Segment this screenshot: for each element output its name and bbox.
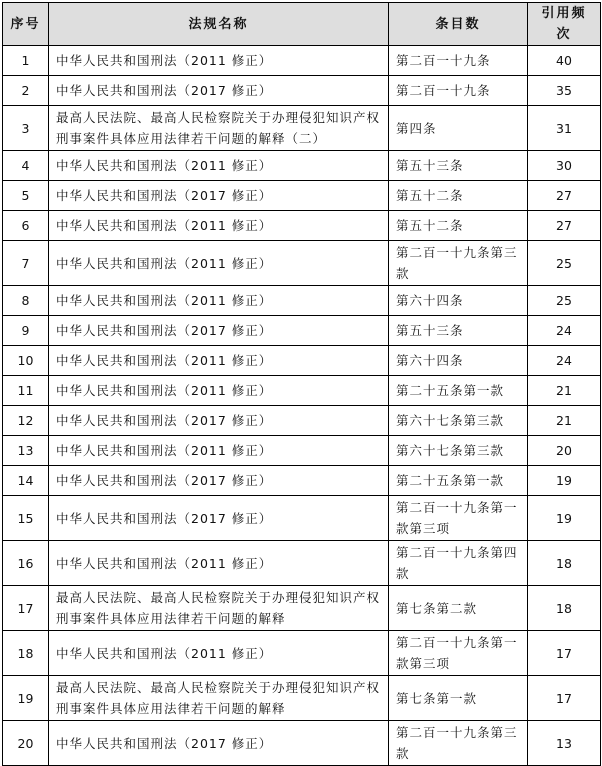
citation-frequency: 24	[528, 316, 601, 346]
article-number: 第五十二条	[389, 181, 528, 211]
table-row	[3, 436, 601, 466]
table-row	[3, 586, 601, 631]
row-number: 8	[3, 286, 49, 316]
citation-frequency: 21	[528, 406, 601, 436]
regulation-name: 中华人民共和国刑法（2011 修正）	[49, 241, 389, 286]
row-number: 13	[3, 436, 49, 466]
table-row	[3, 316, 601, 346]
article-number: 第六十四条	[389, 286, 528, 316]
article-number: 第二百一十九条第一款第三项	[389, 496, 528, 541]
article-number: 第七条第一款	[389, 676, 528, 721]
regulation-name: 最高人民法院、最高人民检察院关于办理侵犯知识产权刑事案件具体应用法律若干问题的解释（二）	[49, 106, 389, 151]
table-row	[3, 406, 601, 436]
regulation-name: 中华人民共和国刑法（2011 修正）	[49, 631, 389, 676]
regulation-name: 中华人民共和国刑法（2011 修正）	[49, 376, 389, 406]
row-number: 1	[3, 46, 49, 76]
regulation-name: 中华人民共和国刑法（2017 修正）	[49, 496, 389, 541]
table-row	[3, 496, 601, 541]
row-number: 20	[3, 721, 49, 766]
citation-frequency: 17	[528, 631, 601, 676]
table-row	[3, 106, 601, 151]
row-number: 15	[3, 496, 49, 541]
citation-frequency: 40	[528, 46, 601, 76]
table-row	[3, 376, 601, 406]
table-body	[3, 46, 601, 766]
row-number: 7	[3, 241, 49, 286]
citation-frequency: 18	[528, 541, 601, 586]
regulation-name: 中华人民共和国刑法（2017 修正）	[49, 466, 389, 496]
header-no: 序号	[3, 3, 49, 46]
citation-frequency: 13	[528, 721, 601, 766]
table-row	[3, 211, 601, 241]
regulation-name: 中华人民共和国刑法（2017 修正）	[49, 181, 389, 211]
table-row	[3, 721, 601, 766]
regulation-name: 中华人民共和国刑法（2011 修正）	[49, 46, 389, 76]
regulation-name: 中华人民共和国刑法（2011 修正）	[49, 151, 389, 181]
row-number: 16	[3, 541, 49, 586]
citation-frequency: 27	[528, 181, 601, 211]
table-row	[3, 541, 601, 586]
row-number: 10	[3, 346, 49, 376]
article-number: 第五十三条	[389, 316, 528, 346]
regulation-name: 中华人民共和国刑法（2017 修正）	[49, 406, 389, 436]
article-number: 第二百一十九条第四款	[389, 541, 528, 586]
regulation-name: 中华人民共和国刑法（2011 修正）	[49, 436, 389, 466]
article-number: 第二百一十九条	[389, 76, 528, 106]
regulation-name: 中华人民共和国刑法（2011 修正）	[49, 346, 389, 376]
article-number: 第六十四条	[389, 346, 528, 376]
article-number: 第五十二条	[389, 211, 528, 241]
table-row	[3, 676, 601, 721]
citation-frequency: 18	[528, 586, 601, 631]
citation-frequency: 31	[528, 106, 601, 151]
header-row	[3, 3, 601, 46]
table-row	[3, 76, 601, 106]
regulation-name: 中华人民共和国刑法（2017 修正）	[49, 316, 389, 346]
citation-frequency: 17	[528, 676, 601, 721]
regulation-name: 中华人民共和国刑法（2011 修正）	[49, 286, 389, 316]
citation-frequency: 24	[528, 346, 601, 376]
table-row	[3, 286, 601, 316]
regulation-citation-table	[2, 2, 601, 766]
article-number: 第二百一十九条第三款	[389, 721, 528, 766]
citation-frequency: 25	[528, 286, 601, 316]
row-number: 6	[3, 211, 49, 241]
regulation-name: 最高人民法院、最高人民检察院关于办理侵犯知识产权刑事案件具体应用法律若干问题的解释	[49, 586, 389, 631]
table-row	[3, 631, 601, 676]
regulation-name: 中华人民共和国刑法（2011 修正）	[49, 541, 389, 586]
article-number: 第七条第二款	[389, 586, 528, 631]
row-number: 17	[3, 586, 49, 631]
row-number: 14	[3, 466, 49, 496]
citation-frequency: 35	[528, 76, 601, 106]
table-row	[3, 346, 601, 376]
row-number: 12	[3, 406, 49, 436]
regulation-name: 中华人民共和国刑法（2011 修正）	[49, 211, 389, 241]
row-number: 3	[3, 106, 49, 151]
citation-frequency: 25	[528, 241, 601, 286]
header-frequency: 引用频次	[528, 3, 601, 46]
table-row	[3, 466, 601, 496]
regulation-name: 最高人民法院、最高人民检察院关于办理侵犯知识产权刑事案件具体应用法律若干问题的解释	[49, 676, 389, 721]
article-number: 第四条	[389, 106, 528, 151]
citation-frequency: 19	[528, 496, 601, 541]
table-row	[3, 241, 601, 286]
row-number: 11	[3, 376, 49, 406]
article-number: 第二百一十九条	[389, 46, 528, 76]
table-row	[3, 46, 601, 76]
table-row	[3, 151, 601, 181]
article-number: 第二十五条第一款	[389, 466, 528, 496]
row-number: 5	[3, 181, 49, 211]
row-number: 2	[3, 76, 49, 106]
header-name: 法规名称	[49, 3, 389, 46]
article-number: 第二百一十九条第三款	[389, 241, 528, 286]
row-number: 4	[3, 151, 49, 181]
table-row	[3, 181, 601, 211]
row-number: 9	[3, 316, 49, 346]
article-number: 第六十七条第三款	[389, 406, 528, 436]
article-number: 第二十五条第一款	[389, 376, 528, 406]
citation-frequency: 30	[528, 151, 601, 181]
article-number: 第五十三条	[389, 151, 528, 181]
header-article: 条目数	[389, 3, 528, 46]
citation-frequency: 20	[528, 436, 601, 466]
row-number: 19	[3, 676, 49, 721]
citation-frequency: 19	[528, 466, 601, 496]
regulation-name: 中华人民共和国刑法（2017 修正）	[49, 721, 389, 766]
table-header	[3, 3, 601, 46]
citation-frequency: 21	[528, 376, 601, 406]
row-number: 18	[3, 631, 49, 676]
article-number: 第二百一十九条第一款第三项	[389, 631, 528, 676]
regulation-name: 中华人民共和国刑法（2017 修正）	[49, 76, 389, 106]
citation-frequency: 27	[528, 211, 601, 241]
article-number: 第六十七条第三款	[389, 436, 528, 466]
